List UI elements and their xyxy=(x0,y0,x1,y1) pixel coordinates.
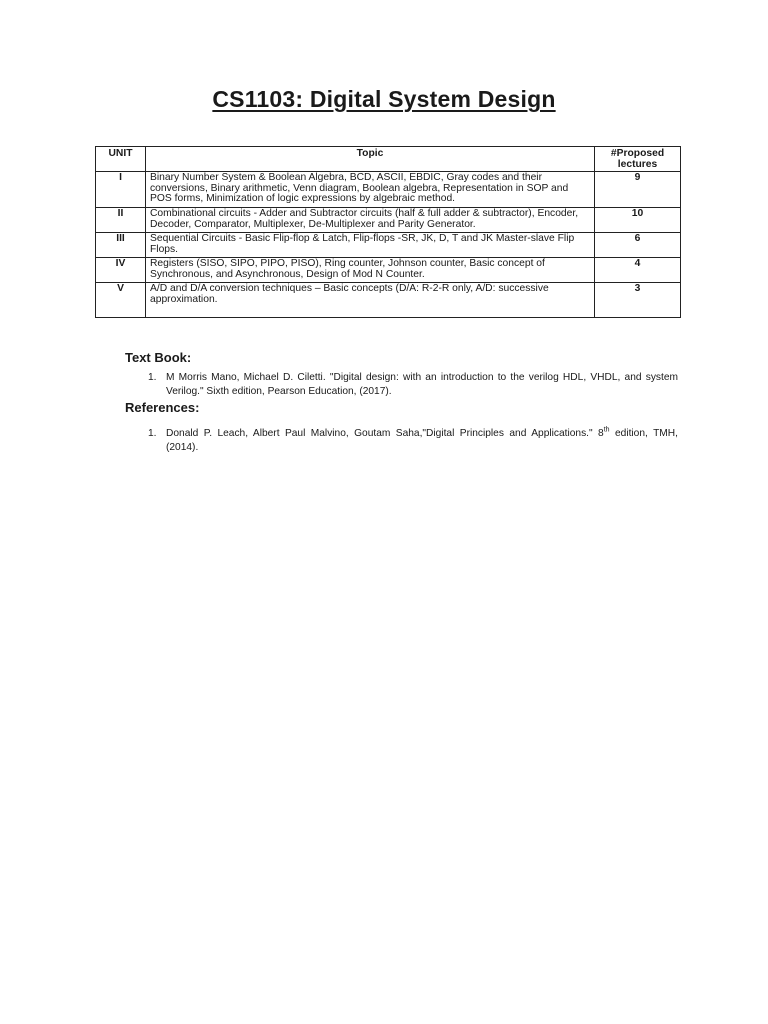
table-row xyxy=(96,258,681,283)
text-book-heading: Text Book: xyxy=(125,350,192,365)
list-item-text xyxy=(166,427,678,455)
table-row xyxy=(96,233,681,258)
topic-cell: Registers (SISO, SIPO, PIPO, PISO), Ring counter, Johnson counter, Basic concept of Synchronous, and Asynchronous, Design of Mod N Counter. xyxy=(146,258,595,283)
unit-cell: IV xyxy=(96,258,146,283)
text-book-list xyxy=(148,371,678,399)
unit-cell: II xyxy=(96,208,146,233)
lectures-cell: 3 xyxy=(595,283,681,318)
references-heading: References: xyxy=(125,400,200,415)
list-item-number: 1. xyxy=(148,372,157,383)
table-header-row xyxy=(96,147,681,172)
syllabus-table xyxy=(95,146,681,318)
list-item-number: 1. xyxy=(148,428,157,439)
unit-cell: III xyxy=(96,233,146,258)
list-item xyxy=(148,427,678,455)
table-row xyxy=(96,172,681,208)
unit-cell: V xyxy=(96,283,146,318)
page-title-text: CS1103: Digital System Design xyxy=(212,86,556,112)
topic-cell: Binary Number System & Boolean Algebra, BCD, ASCII, EBDIC, Gray codes and their conversions, Binary arithmetic, Venn diagram, Boolean algebra, Representation in SOP and POS forms, Minimization of logic expressions by algebraic method. xyxy=(146,172,595,208)
page-title xyxy=(0,86,768,113)
topic-cell: Sequential Circuits - Basic Flip-flop & Latch, Flip-flops -SR, JK, D, T and JK Master-slave Flip Flops. xyxy=(146,233,595,258)
list-item-text: M Morris Mano, Michael D. Ciletti. "Digital design: with an introduction to the verilog HDL, VHDL, and system Verilog." Sixth edition, Pearson Education, (2017). xyxy=(166,372,678,397)
lectures-cell: 9 xyxy=(595,172,681,208)
lectures-cell: 4 xyxy=(595,258,681,283)
topic-cell: Combinational circuits - Adder and Subtractor circuits (half & full adder & subtractor), Encoder, Decoder, Comparator, Multiplexer, De-Multiplexer and Parity Generator. xyxy=(146,208,595,233)
lectures-cell: 10 xyxy=(595,208,681,233)
list-item xyxy=(148,371,678,399)
header-lectures: #Proposed lectures xyxy=(595,147,681,172)
table-row xyxy=(96,208,681,233)
reference-text-after: edition, TMH, (2014). xyxy=(166,428,678,453)
references-list xyxy=(148,427,678,455)
header-unit: UNIT xyxy=(96,147,146,172)
topic-cell: A/D and D/A conversion techniques – Basic concepts (D/A: R-2-R only, A/D: successive approximation. xyxy=(146,283,595,318)
ordinal-suffix: th xyxy=(603,426,610,434)
unit-cell: I xyxy=(96,172,146,208)
table-row xyxy=(96,283,681,318)
reference-text-before: Donald P. Leach, Albert Paul Malvino, Goutam Saha,"Digital Principles and Applications." 8 xyxy=(166,428,604,439)
lectures-cell: 6 xyxy=(595,233,681,258)
header-topic: Topic xyxy=(146,147,595,172)
